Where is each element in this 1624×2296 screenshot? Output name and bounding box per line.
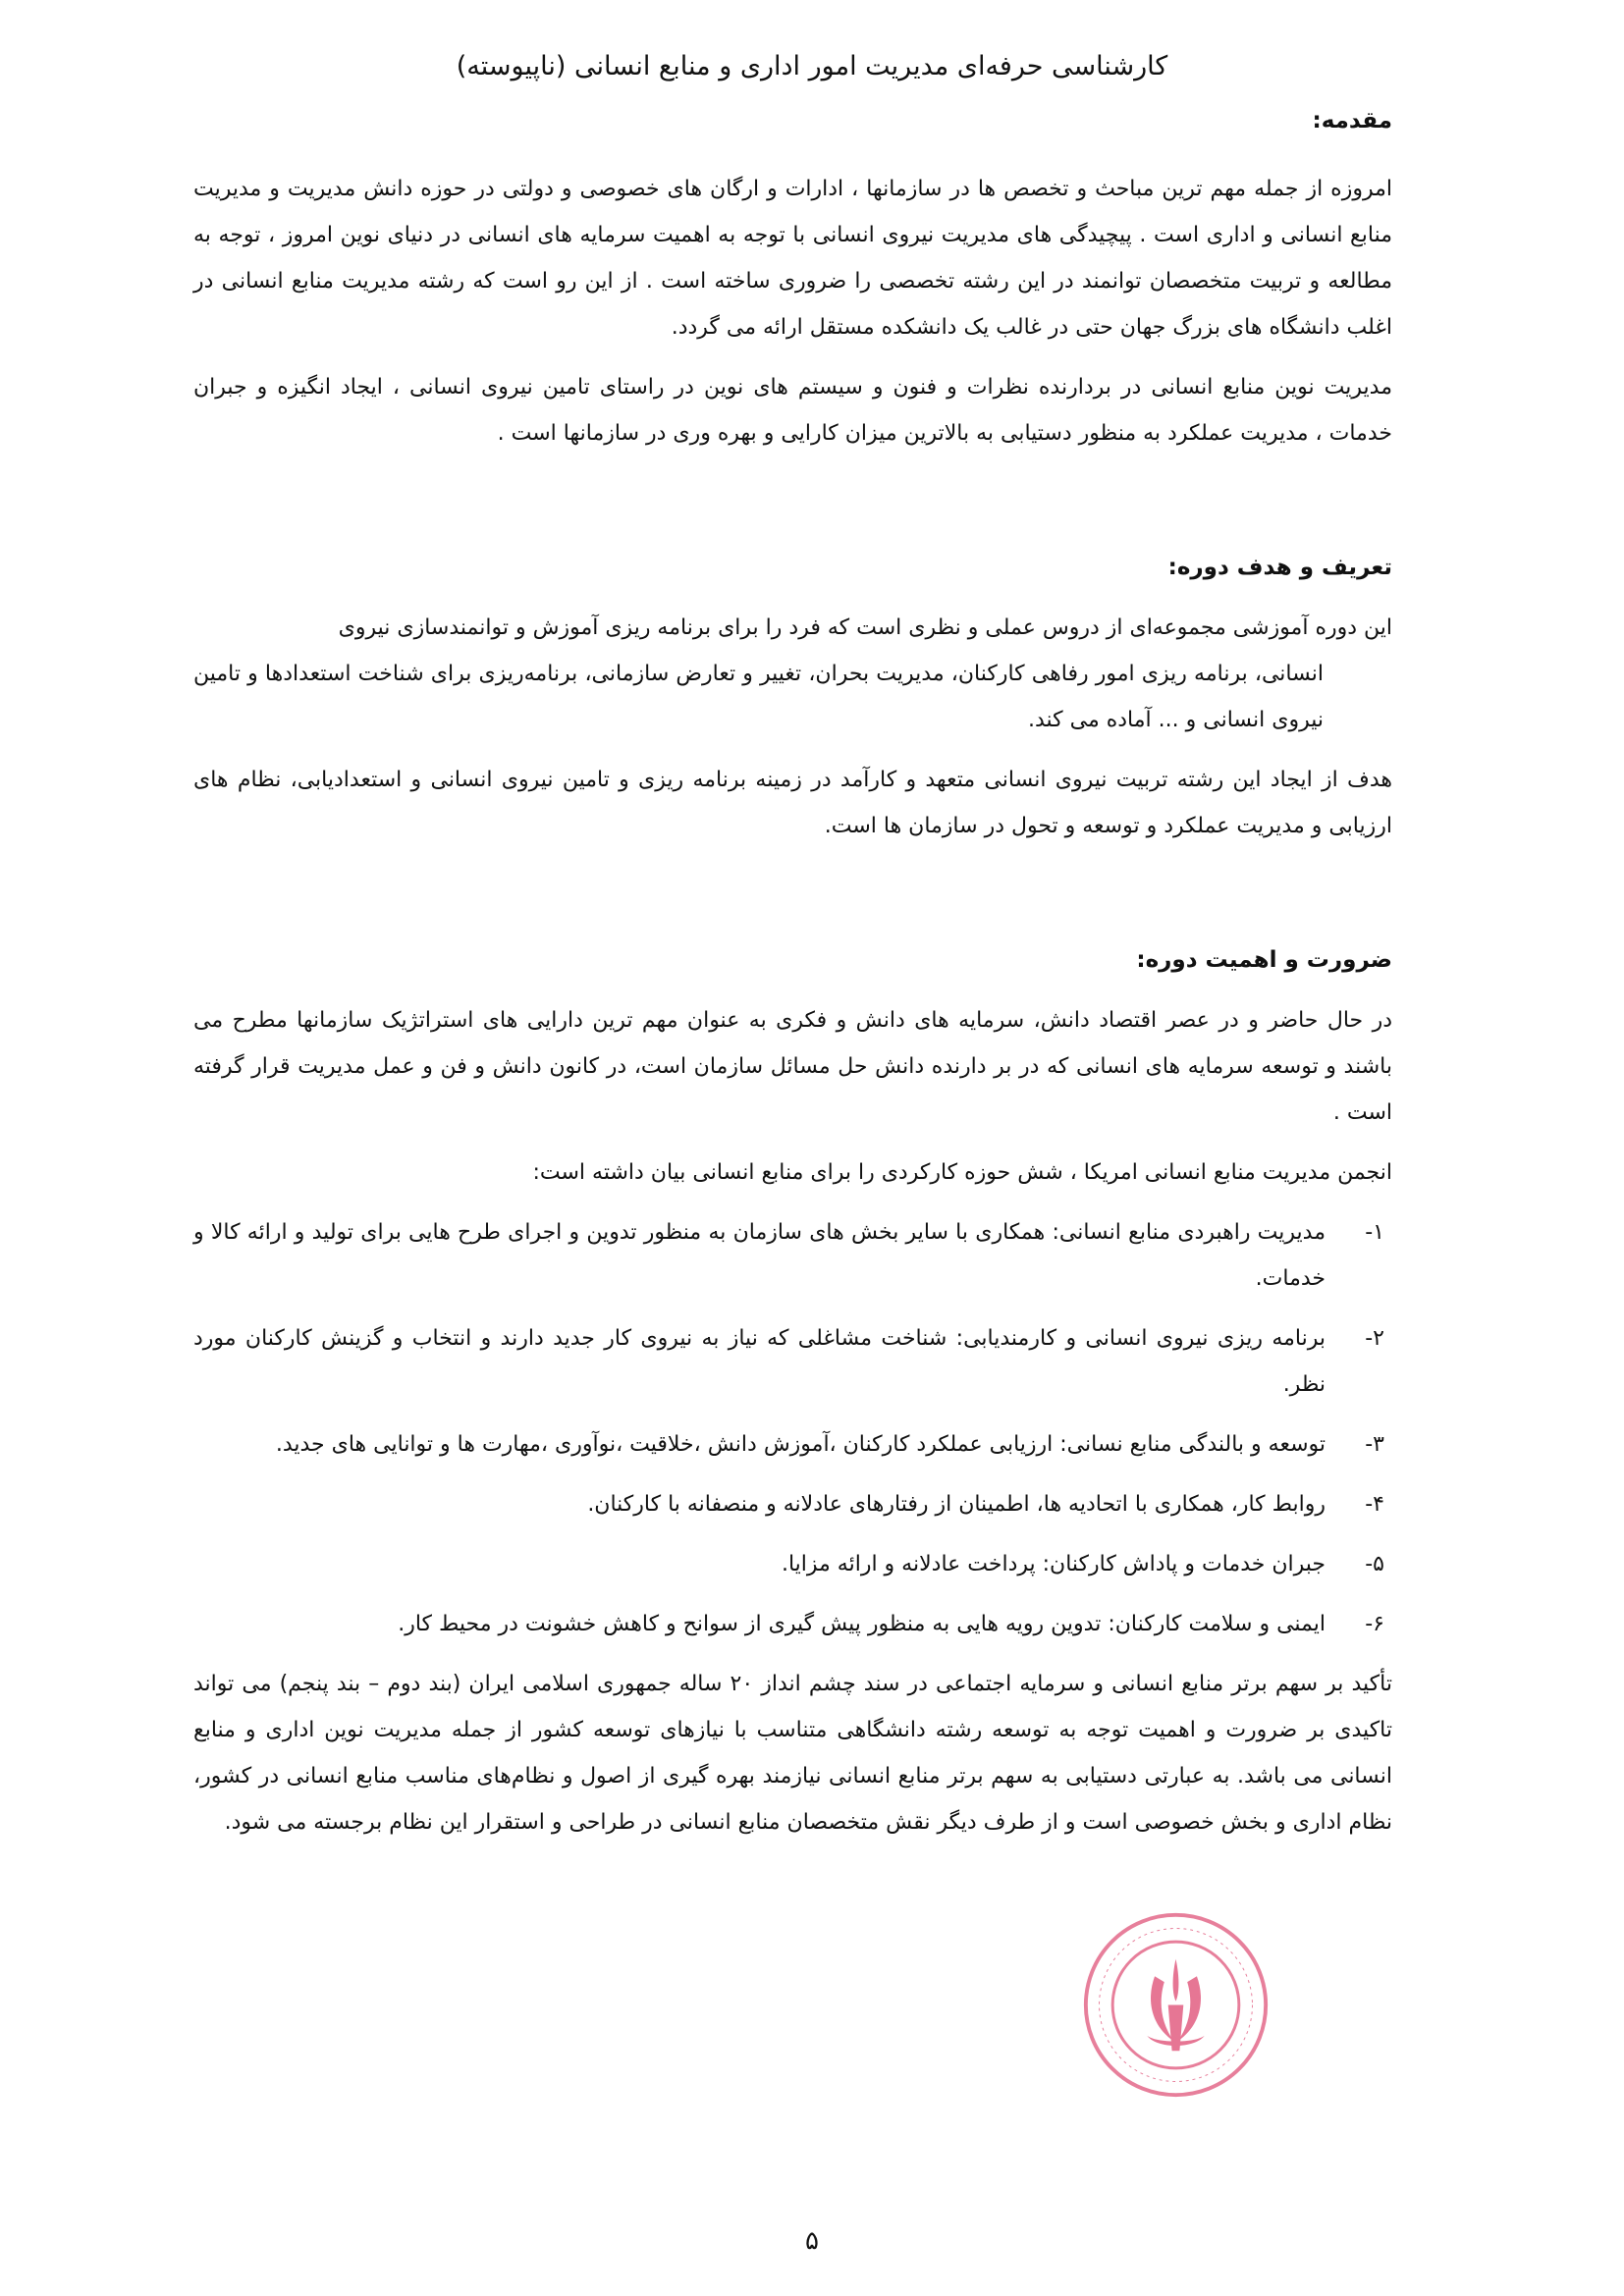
page-header-title: کارشناسی حرفه‌ای مدیریت امور اداری و منابع انسانی (ناپیوسته) bbox=[456, 51, 1168, 81]
page-number: ۵ bbox=[805, 2226, 819, 2256]
list-item bbox=[193, 1315, 1392, 1408]
definition-paragraph-1-rest: انسانی، برنامه ریزی امور رفاهی کارکنان، مدیریت بحران، تغییر و تعارض سازمانی، برنامه‌ریزی برای شناخت استعدادها و تامین نیروی انسانی و ... آماده می کند. bbox=[193, 662, 1324, 732]
necessity-paragraph-1: در حال حاضر و در عصر اقتصاد دانش، سرمایه های دانش و فکری به عنوان مهم ترین دارایی های استراتژیک سازمانها مطرح می باشند و توسعه سرمایه های انسانی که در بر دارنده دانش حل مسائل سازمان است، در کانون دانش و فن و عمل مدیریت قرار گرفته است . bbox=[193, 1008, 1392, 1125]
list-item bbox=[193, 1209, 1392, 1302]
list-item-text: روابط کار، همکاری با اتحادیه ها، اطمینان از رفتارهای عادلانه و منصفانه با کارکنان. bbox=[587, 1492, 1326, 1517]
list-item-text: جبران خدمات و پاداش کارکنان: پرداخت عادلانه و ارائه مزایا. bbox=[781, 1552, 1326, 1576]
list-item bbox=[193, 1421, 1392, 1468]
definition-paragraph-1-first-line: این دوره آموزشی مجموعه‌ای از دروس عملی و نظری است که فرد را برای برنامه ریزی آموزش و توانمندسازی نیروی bbox=[338, 615, 1392, 640]
list-item-text: ایمنی و سلامت کارکنان: تدوین رویه هایی به منظور پیش گیری از سوانح و کاهش خشونت در محیط کار. bbox=[398, 1612, 1326, 1636]
definition-paragraph-2: هدف از ایجاد این رشته تربیت نیروی انسانی متعهد و کارآمد در زمینه برنامه ریزی و تامین نیروی انسانی و استعدادیابی، نظام های ارزیابی و مدیریت عملکرد و توسعه و تحول در سازمان ها است. bbox=[193, 768, 1392, 838]
list-item-text: توسعه و بالندگی منابع نسانی: ارزیابی عملکرد کارکنان ،آموزش دانش ،خلاقیت ،نوآوری ،مهارت ها و توانایی های جدید. bbox=[275, 1432, 1326, 1457]
list-item-text: مدیریت راهبردی منابع انسانی: همکاری با سایر بخش های سازمان به منظور تدوین و اجرای طرح هایی برای تولید و ارائه کالا و خدمات. bbox=[193, 1220, 1326, 1291]
list-item bbox=[193, 1541, 1392, 1587]
necessity-heading: ضرورت و اهمیت دوره: bbox=[1136, 947, 1392, 973]
official-seal-icon bbox=[1080, 1909, 1272, 2101]
list-item-number: ۲- bbox=[1365, 1326, 1384, 1351]
necessity-paragraph-3: تأکید بر سهم برتر منابع انسانی و سرمایه اجتماعی در سند چشم انداز ۲۰ ساله جمهوری اسلامی ایران (بند دوم – بند پنجم) می تواند تاکیدی بر ضرورت و اهمیت توجه به توسعه رشته دانشگاهی متناسب با نیازهای توسعه کشور از جمله مدیریت نوین اداری و منابع انسانی می باشد. به عبارتی دستیابی به سهم برتر منابع انسانی نیازمند بهره گیری از اصول و نظام‌های مناسب منابع انسانی در کشور، نظام اداری و بخش خصوصی است و از طرف دیگر نقش متخصصان منابع انسانی در طراحی و استقرار این نظام برجسته می شود. bbox=[193, 1672, 1392, 1835]
list-item-number: ۴- bbox=[1365, 1492, 1384, 1517]
list-item-text: برنامه ریزی نیروی انسانی و کارمندیابی: شناخت مشاغلی که نیاز به نیروی کار جدید دارند و انتخاب و گزینش کارکنان مورد نظر. bbox=[193, 1326, 1326, 1397]
list-item-number: ۱- bbox=[1365, 1220, 1384, 1245]
intro-paragraph-1: امروزه از جمله مهم ترین مباحث و تخصص ها در سازمانها ، ادارات و ارگان های خصوصی و دولتی در حوزه دانش مدیریت و مدیریت منابع انسانی و اداری است . پیچیدگی های مدیریت نیروی انسانی با توجه به اهمیت سرمایه های انسانی در دنیای نوین امروز ، توجه به مطالعه و تربیت متخصصان توانمند در این رشته تخصصی را ضروری ساخته است . از این رو است که رشته مدیریت منابع انسانی در اغلب دانشگاه های بزرگ جهان حتی در غالب یک دانشکده مستقل ارائه می گردد. bbox=[193, 177, 1392, 340]
list-item-number: ۳- bbox=[1365, 1432, 1384, 1457]
intro-paragraph-2: مدیریت نوین منابع انسانی در بردارنده نظرات و فنون و سیستم های نوین در راستای تامین نیروی انسانی ، ایجاد انگیزه و جبران خدمات ، مدیریت عملکرد به منظور دستیابی به بالاترین میزان کارایی و بهره وری در سازمانها است . bbox=[193, 375, 1392, 446]
hr-functions-list bbox=[193, 1209, 1392, 1647]
list-item-number: ۶- bbox=[1365, 1612, 1384, 1636]
definition-heading: تعریف و هدف دوره: bbox=[1167, 555, 1392, 580]
definition-paragraph-1 bbox=[193, 605, 1392, 743]
list-item bbox=[193, 1601, 1392, 1647]
necessity-paragraph-2: انجمن مدیریت منابع انسانی امریکا ، شش حوزه کارکردی را برای منابع انسانی بیان داشته است: bbox=[532, 1160, 1392, 1185]
page-content bbox=[193, 98, 1392, 1845]
intro-heading: مقدمه: bbox=[1312, 108, 1392, 133]
list-item bbox=[193, 1481, 1392, 1527]
list-item-number: ۵- bbox=[1365, 1552, 1384, 1576]
